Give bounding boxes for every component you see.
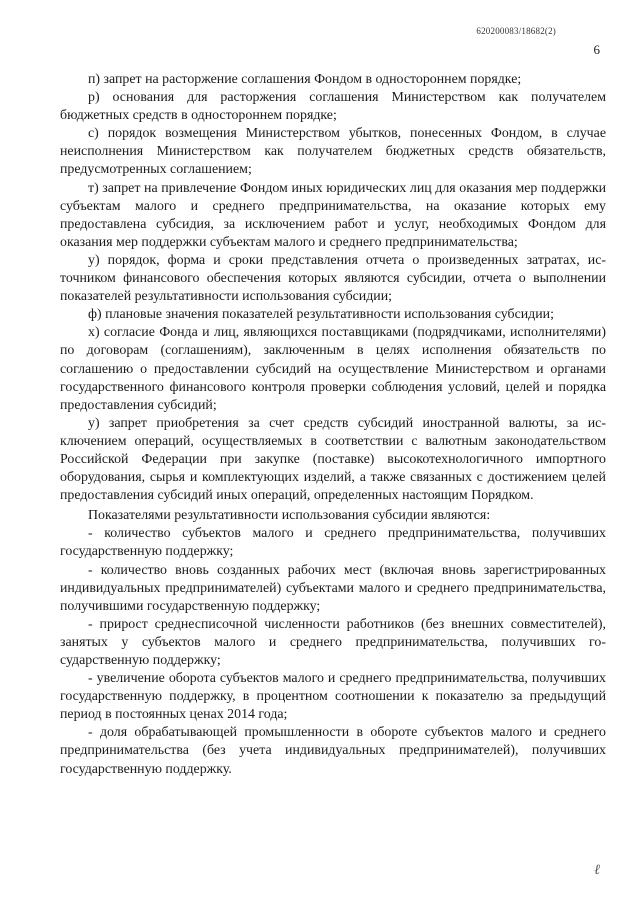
paragraph-u2: у) запрет приобретения за счет средств субсидий иностранной валюты, за исключением операций, осуществляемых в соответствии с валютным законодательством Российской Федерации при закупке (поставке) высокотехнологичного импортного оборудования, сырья и комплектующих изделий, а также связанных с достижением целей предоставления субсидий иных операций, определенных настоящим Порядком. [60, 415, 606, 504]
handwritten-mark: ℓ [594, 863, 600, 878]
indicator-item: - прирост среднесписочной численности работников (без внешних совместителей), занятых у субъектов малого и среднего предпринимательства, получивших государственную поддержку; [60, 616, 606, 668]
paragraph-s: с) порядок возмещения Министерством убытков, понесенных Фондом, в случае неисполнения Министерством как получателем бюджетных средств обязательств, предусмотренных соглашением; [60, 126, 606, 178]
page-number: 6 [593, 42, 600, 57]
indicator-item: - количество вновь созданных рабочих мест (включая вновь зарегистрированных индивидуальных предпринимателей) субъектами малого и среднего предпринимательства, получившими государственную поддержку; [60, 562, 606, 614]
document-body [60, 71, 606, 779]
paragraph-f: ф) плановые значения показателей результативности использования субсидии; [88, 307, 554, 323]
paragraph-t: т) запрет на привлечение Фондом иных юридических лиц для оказания мер поддержки субъектам малого и среднего предпринимательства, на оказание которых ему предоставлена субсидия, за исключением работ и услуг, необходимых Фондом для оказания мер поддержки субъектам малого и среднего предпринимательства; [60, 180, 606, 250]
indicator-item: - доля обрабатывающей промышленности в обороте субъектов малого и среднего предпринимательства (без учета индивидуальных предпринимателей), получивших государственную поддержку. [60, 725, 606, 777]
paragraph-p: п) запрет на расторжение соглашения Фондом в одностороннем порядке; [88, 72, 522, 87]
paragraph-u: у) порядок, форма и сроки представления отчета о произведенных затратах, источником финансового обеспечения которых являются субсидии, отчета о выполнении показателей результативности использования субсидии; [60, 252, 606, 305]
indicator-item: - количество субъектов малого и среднего предпринимательства, получивших государственную поддержку; [60, 526, 606, 560]
paragraph-r: р) основания для расторжения соглашения Министерством как получателем бюджетных средств в одностороннем порядке; [60, 90, 606, 124]
document-id: 620200083/18682(2) [476, 26, 556, 36]
indicators-intro: Показателями результативности использования субсидии являются: [88, 508, 491, 524]
paragraph-kh: х) согласие Фонда и лиц, являющихся поставщиками (подрядчиками, исполнителями) по договорам (соглашениям), заключенным в целях исполнения обязательств по соглашению о предоставлении субсидий на осуществление Министерством и органами государственного финансового контроля проверки соблюдения условий, целей и порядка предоставления субсидий; [60, 325, 606, 413]
indicator-item: - увеличение оборота субъектов малого и среднего предпринимательства, получивших государственную поддержку, в процентном соотношении к показателю за предыдущий период в постоянных ценах 2014 года; [60, 671, 606, 723]
